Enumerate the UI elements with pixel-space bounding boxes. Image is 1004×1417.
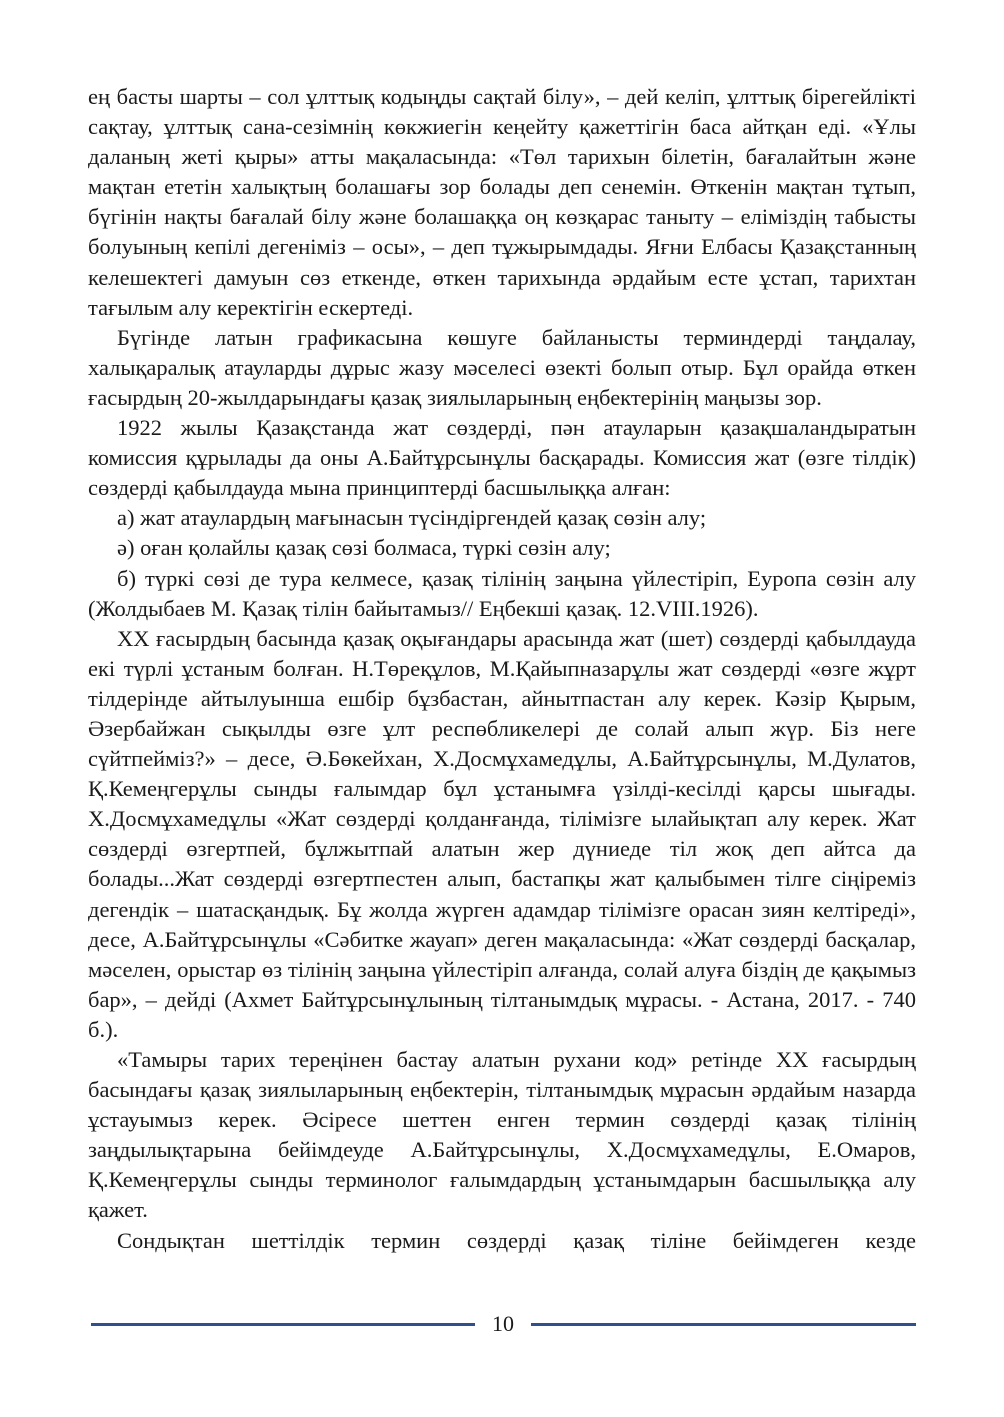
paragraph: 1922 жылы Қазақстанда жат сөздерді, пән атауларын қазақшаландыратын комиссия құрылады да оны А.Байтұрсынұлы басқарады. Комиссия жат (өзге тілдік) сөздерді қабылдауда мына принциптерді басшылыққа алған: [88, 415, 916, 501]
footer-rule-right [531, 1323, 916, 1326]
paragraph: Бүгінде латын графикасына көшуге байланысты терминдерді таңдалау, халықаралық атауларды дұрыс жазу мәселесі өзекті болып отыр. Бұл орайда өткен ғасырдың 20-жылдарындағы қазақ зиялыларының еңбектерінің маңызы зор. [88, 324, 916, 410]
page-body [88, 82, 916, 1256]
page-footer [91, 1310, 916, 1340]
paragraph: ХХ ғасырдың басында қазақ оқығандары арасында жат (шет) сөздерді қабылдауда екі түрлі ұстаным болған. Н.Төреқұлов, М.Қайыпназарұлы жат сөздерді «өзге жұрт тілдерінде айтылуынша ешбір бұзбастан, айнытпастан алу керек. Кәзір Қырым, Әзербайжан сықылды өзге ұлт респөбликелері де солай алып жүр. Біз неге сүйтпейміз?» – десе, Ә.Бөкейхан, Х.Досмұхамедұлы, А.Байтұрсынұлы, М.Дулатов, Қ.Кемеңгерұлы сынды ғалымдар бұл ұстанымға үзілді-кесілді қарсы шығады. Х.Досмұхамедұлы «Жат сөздерді қолданғанда, тілімізге ылайықтап алу керек. Жат сөздерді өзгертпей, бұлжытпай алатын жер дүниеде тіл жоқ деп айтса да болады...Жат сөздерді өзгертпестен алып, бастапқы жат қалыбымен тілге сіңіреміз дегендік – шатасқандық. Бұ жолда жүрген адамдар тілімізге орасан зиян келтіреді», десе, А.Байтұрсынұлы «Сәбитке жауап» деген мақаласында: «Жат сөздерді басқалар, мәселен, орыстар өз тілінің заңына үйлестіріп алғанда, солай алуға біздің де қақымыз бар», – дейді (Ахмет Байтұрсынұлының тілтанымдық мұрасы. - Астана, 2017. - 740 б.). [88, 625, 916, 1042]
list-item: а) жат атаулардың мағынасын түсіндіргендей қазақ сөзін алу; [117, 505, 707, 531]
footer-rule-left [91, 1323, 475, 1326]
list-item: б) түркі сөзі де тура келмесе, қазақ тілінің заңына үйлестіріп, Еуропа сөзін алу (Жолдыбаев М. Қазақ тілін байытамыз// Еңбекші қазақ. 12.VIII.1926). [88, 565, 916, 621]
paragraph-last: Сондықтан шеттілдік термин сөздерді қазақ тіліне бейімдеген кезде [117, 1227, 916, 1253]
paragraph-continuation: ең басты шарты – сол ұлттық кодыңды сақтай білу», – дей келіп, ұлттық бірегейлікті сақтау, ұлттық сана-сезімнің көкжиегін кеңейту қажеттігін баса айтқан еді. «Ұлы даланың жеті қыры» атты мақаласында: «Төл тарихын білетін, бағалайтын және мақтан ететін халықтың болашағы зор болады деп сенемін. Өткенін мақтан тұтып, бүгінін нақты бағалай білу және болашаққа оң көзқарас таныту – еліміздің табысты болуының кепілі дегеніміз – осы», – деп тұжырымдады. Яғни Елбасы Қазақстанның келешектегі дамуын сөз еткенде, өткен тарихында әрдайым есте ұстап, тарихтан тағылым алу керектігін ескертеді. [88, 84, 916, 320]
paragraph: «Тамыры тарих тереңінен бастау алатын рухани код» ретінде ХХ ғасырдың басындағы қазақ зиялыларының еңбектерін, тілтанымдық мұрасын әрдайым назарда ұстауымыз керек. Әсіресе шеттен енген термин сөздерді қазақ тілінің заңдылықтарына бейімдеуде А.Байтұрсынұлы, Х.Досмұхамедұлы, Е.Омаров, Қ.Кемеңгерұлы сынды терминолог ғалымдардың ұстанымдарын басшылыққа алу қажет. [88, 1047, 916, 1223]
page-number: 10 [492, 1311, 514, 1336]
list-item: ә) оған қолайлы қазақ сөзі болмаса, түркі сөзін алу; [117, 535, 611, 561]
